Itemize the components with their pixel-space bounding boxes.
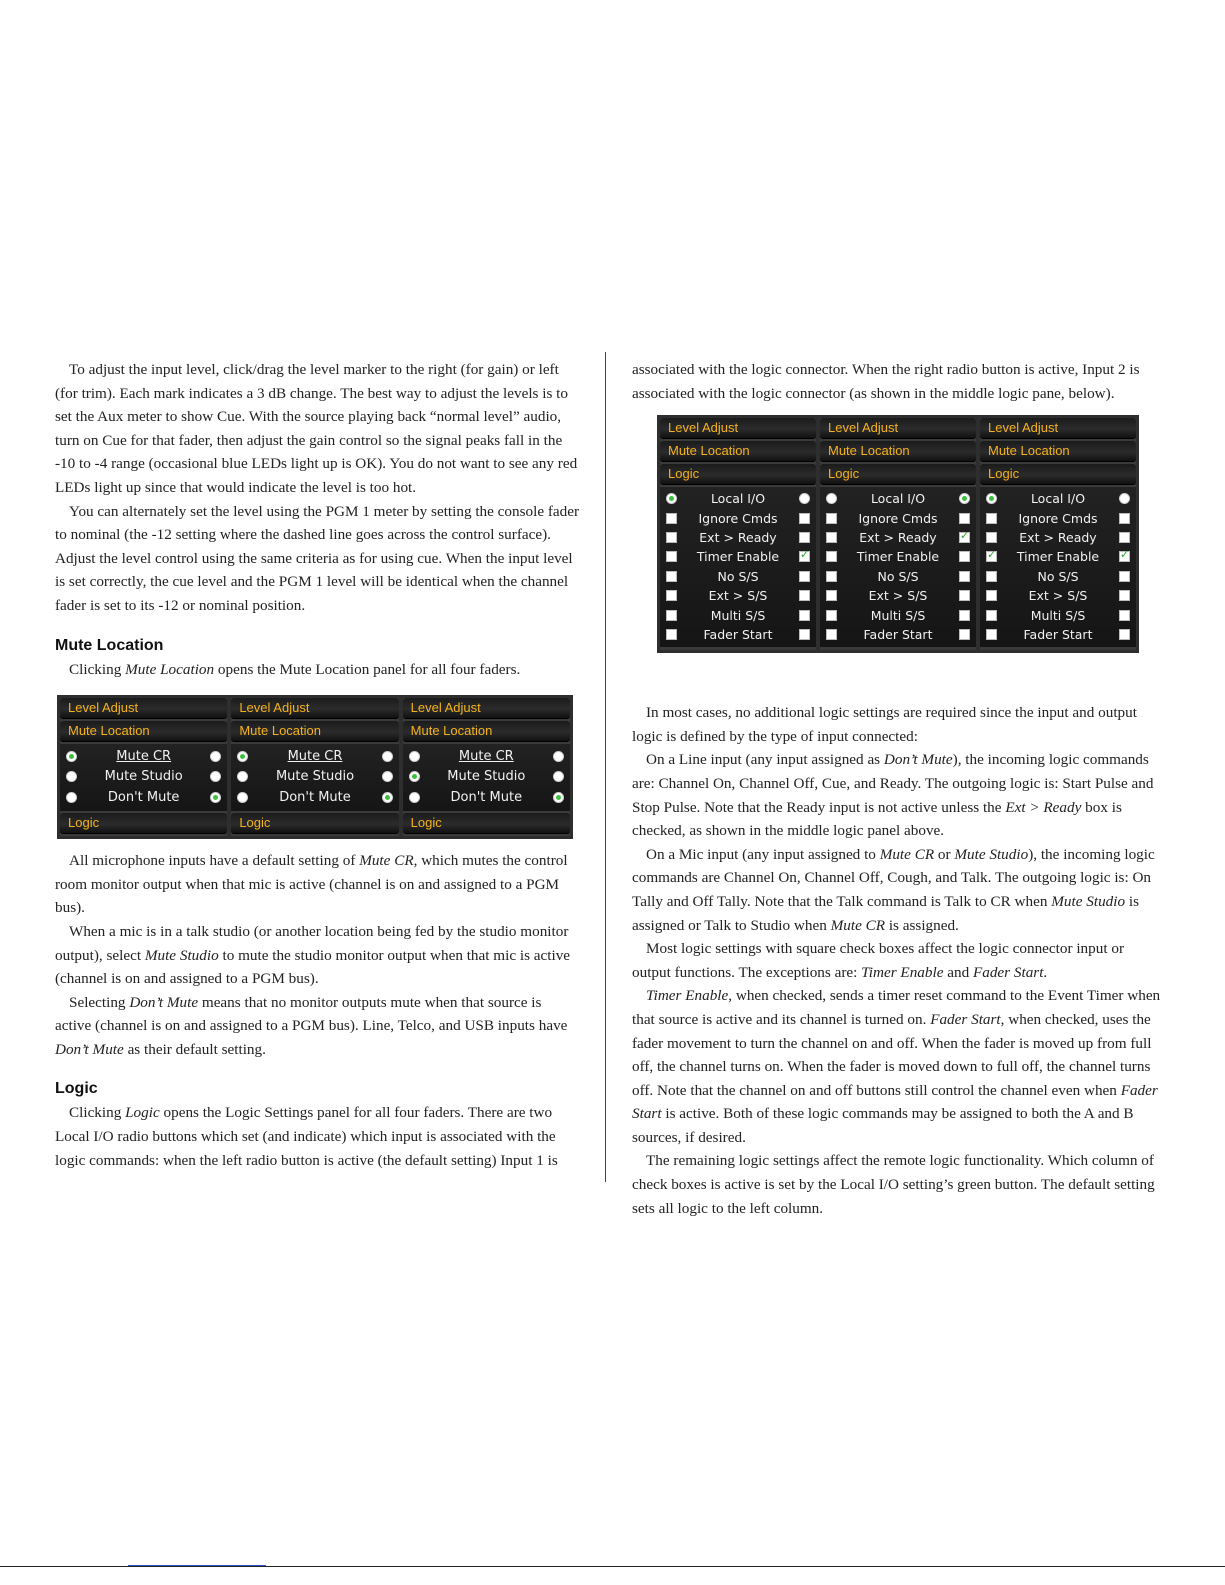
radio-button[interactable] [66, 771, 77, 782]
radio-button[interactable] [66, 792, 77, 803]
mute-option-label: Mute Studio [275, 769, 355, 785]
mute-option-label: Mute Studio [104, 769, 183, 785]
logic-option-label: Ignore Cmds [698, 510, 778, 526]
paragraph: In most cases, no additional logic settings are required since the input and output logic is defined by the type of input connected: [632, 704, 1137, 745]
logic-option-label: Fader Start [703, 626, 773, 642]
paragraph: When a mic is in a talk studio (or another location being fed by the studio monitor output), select Mute Studio to mute the studio monitor output when that mic is active (channel is on and assigned to a PGM bus). [55, 922, 571, 988]
logic-tab[interactable]: Logic [231, 813, 398, 834]
mute-option-row [237, 787, 392, 808]
radio-button[interactable] [409, 751, 420, 762]
radio-button[interactable] [66, 751, 77, 762]
mute-location-tab[interactable]: Mute Location [231, 721, 398, 742]
mute-location-panel [60, 698, 227, 836]
figure-spacer [632, 405, 1162, 701]
radio-button[interactable] [553, 792, 564, 803]
mute-location-tab[interactable]: Mute Location [403, 721, 570, 742]
mute-options [231, 744, 398, 811]
paragraph: You can alternately set the level using the PGM 1 meter by setting the console fader to nominal (the -12 setting where the dashed line goes across the control surface). Adjust the level control using the same criteria as for using cue. When the input level is set correctly, the cue level and the PGM 1 level will be identical when the channel fader is set to its -12 or nominal position. [55, 502, 580, 614]
radio-button[interactable] [553, 771, 564, 782]
mute-option-label: Don't Mute [279, 789, 351, 805]
mute-options [60, 744, 227, 811]
mute-option-label: Mute CR [116, 748, 172, 764]
logic-tab[interactable]: Logic [660, 464, 816, 485]
radio-button[interactable] [382, 751, 393, 762]
radio-button[interactable] [382, 792, 393, 803]
logic-option-label: Ext > S/S [1028, 588, 1088, 604]
logic-option-label: Ext > S/S [708, 588, 768, 604]
radio-button[interactable] [382, 771, 393, 782]
left-column [55, 358, 580, 1172]
mute-option-row [237, 746, 392, 767]
mute-option-row [409, 787, 564, 808]
level-adjust-tab[interactable]: Level Adjust [820, 418, 976, 439]
section-heading-logic: Logic [55, 1080, 98, 1098]
paragraph: On a Line input (any input assigned as Don’t Mute), the incoming logic commands are: Channel On, Channel Off, Cue, and Ready. The outgoing logic is: Start Pulse and Stop Pulse. Note that the Ready input is not active unless the Ext > Ready box is checked, as shown in the middle logic panel above. [632, 751, 1154, 840]
logic-option-label: No S/S [717, 568, 759, 584]
radio-button[interactable] [237, 751, 248, 762]
logic-option-label: Timer Enable [1016, 549, 1100, 565]
level-adjust-tab[interactable]: Level Adjust [60, 698, 227, 719]
logic-tab[interactable]: Logic [980, 464, 1136, 485]
logic-option-label: Multi S/S [1030, 607, 1086, 623]
paragraph: associated with the logic connector. When the right radio button is active, Input 2 is associated with the logic connector (as shown in the middle logic pane, below). [632, 361, 1140, 402]
logic-option-label: Multi S/S [710, 607, 766, 623]
logic-option-label: Multi S/S [870, 607, 926, 623]
logic-option-label: Ext > S/S [868, 588, 928, 604]
mute-option-row [66, 787, 221, 808]
level-adjust-tab[interactable]: Level Adjust [660, 418, 816, 439]
mute-location-tab[interactable]: Mute Location [60, 721, 227, 742]
mute-option-label: Don't Mute [107, 789, 180, 805]
right-column [632, 358, 1162, 1220]
logic-option-label: Fader Start [863, 626, 933, 642]
logic-option-label: Local I/O [710, 491, 766, 507]
logic-option-label: Timer Enable [696, 549, 780, 565]
logic-option-label: No S/S [1037, 568, 1079, 584]
mute-location-screenshot [57, 695, 573, 839]
mute-location-tab[interactable]: Mute Location [820, 441, 976, 462]
logic-tab[interactable]: Logic [820, 464, 976, 485]
paragraph: Clicking Mute Location opens the Mute Location panel for all four faders. [69, 660, 521, 678]
mute-location-tab[interactable]: Mute Location [660, 441, 816, 462]
logic-tab[interactable]: Logic [403, 813, 570, 834]
mute-location-panel [231, 698, 398, 836]
mute-option-row [66, 746, 221, 767]
logic-option-label: Ext > Ready [859, 529, 937, 545]
mute-options [403, 744, 570, 811]
radio-button[interactable] [409, 792, 420, 803]
mute-option-label: Don't Mute [450, 789, 523, 805]
logic-tab[interactable]: Logic [60, 813, 227, 834]
mute-option-row [237, 767, 392, 788]
logic-option-label: Timer Enable [856, 549, 940, 565]
level-adjust-tab[interactable]: Level Adjust [980, 418, 1136, 439]
mute-location-tab[interactable]: Mute Location [980, 441, 1136, 462]
logic-option-label: Ext > Ready [699, 529, 777, 545]
section-heading-mute-location: Mute Location [55, 636, 164, 654]
radio-button[interactable] [210, 771, 221, 782]
logic-option-label: Ignore Cmds [1018, 510, 1098, 526]
radio-button[interactable] [553, 751, 564, 762]
paragraph: The remaining logic settings affect the remote logic functionality. Which column of check boxes is active is set by the Local I/O setting’s green button. The default setting sets all logic to the left column. [632, 1152, 1155, 1217]
mute-location-panel [403, 698, 570, 836]
mute-option-label: Mute CR [287, 748, 343, 764]
paragraph: To adjust the input level, click/drag the level marker to the right (for gain) or left (for trim). Each mark indicates a 3 dB change. The best way to adjust the levels is to set the Aux meter to show Cue. With the source playing back “normal level” audio, turn on Cue for that fader, then adjust the gain control so the signal peaks fall in the -10 to -4 range (occasional blue LEDs light up is OK). You do not want to see any red LEDs light up since that would indicate the level is too hot. [55, 361, 578, 496]
column-divider [605, 352, 606, 1182]
mute-option-row [66, 767, 221, 788]
paragraph: On a Mic input (any input assigned to Mute CR or Mute Studio), the incoming logic commands are Channel On, Channel Off, Cough, and Talk. The outgoing logic is: On Tally and Off Tally. Note that the Talk command is Talk to CR when Mute Studio is assigned or Talk to Studio when Mute CR is assigned. [632, 845, 1155, 934]
radio-button[interactable] [237, 792, 248, 803]
logic-option-label: No S/S [877, 568, 919, 584]
radio-button[interactable] [210, 792, 221, 803]
paragraph: Most logic settings with square check boxes affect the logic connector input or output functions. The exceptions are: Timer Enable and Fader Start. [632, 940, 1124, 981]
mute-option-label: Mute CR [458, 748, 514, 764]
radio-button[interactable] [237, 771, 248, 782]
paragraph: Timer Enable, when checked, sends a timer reset command to the Event Timer when that source is active and its channel is turned on. Fader Start, when checked, uses the fader movement to turn the channel on and off. When the fader is moved up from full off, the channel turns on. When the fader is moved down to full off, the channel turns off. Note that the channel on and off buttons still control the channel even when Fader Start is active. Both of these logic commands may be assigned to both the A and B sources, if desired. [632, 987, 1161, 1146]
mute-option-row [409, 767, 564, 788]
level-adjust-tab[interactable]: Level Adjust [231, 698, 398, 719]
radio-button[interactable] [210, 751, 221, 762]
page-bottom-rule [0, 1566, 1225, 1567]
radio-button[interactable] [409, 771, 420, 782]
level-adjust-tab[interactable]: Level Adjust [403, 698, 570, 719]
mute-option-row [409, 746, 564, 767]
logic-option-label: Local I/O [870, 491, 926, 507]
paragraph: Selecting Don’t Mute means that no monitor outputs mute when that source is active (channel is on and assigned to a PGM bus). Line, Telco, and USB inputs have Don’t Mute as their default setting. [55, 993, 568, 1058]
logic-option-label: Ignore Cmds [858, 510, 938, 526]
logic-option-label: Fader Start [1023, 626, 1093, 642]
paragraph: Clicking Logic opens the Logic Settings panel for all four faders. There are two Local I/O radio buttons which set (and indicate) which input is associated with the logic commands: when the left radio button is active (the default setting) Input 1 is [55, 1104, 558, 1169]
logic-option-label: Ext > Ready [1019, 529, 1097, 545]
logic-option-label: Local I/O [1030, 491, 1086, 507]
paragraph: All microphone inputs have a default setting of Mute CR, which mutes the control room monitor output when that mic is active (channel is on and assigned to a PGM bus). [55, 852, 568, 917]
mute-option-label: Mute Studio [447, 769, 526, 785]
